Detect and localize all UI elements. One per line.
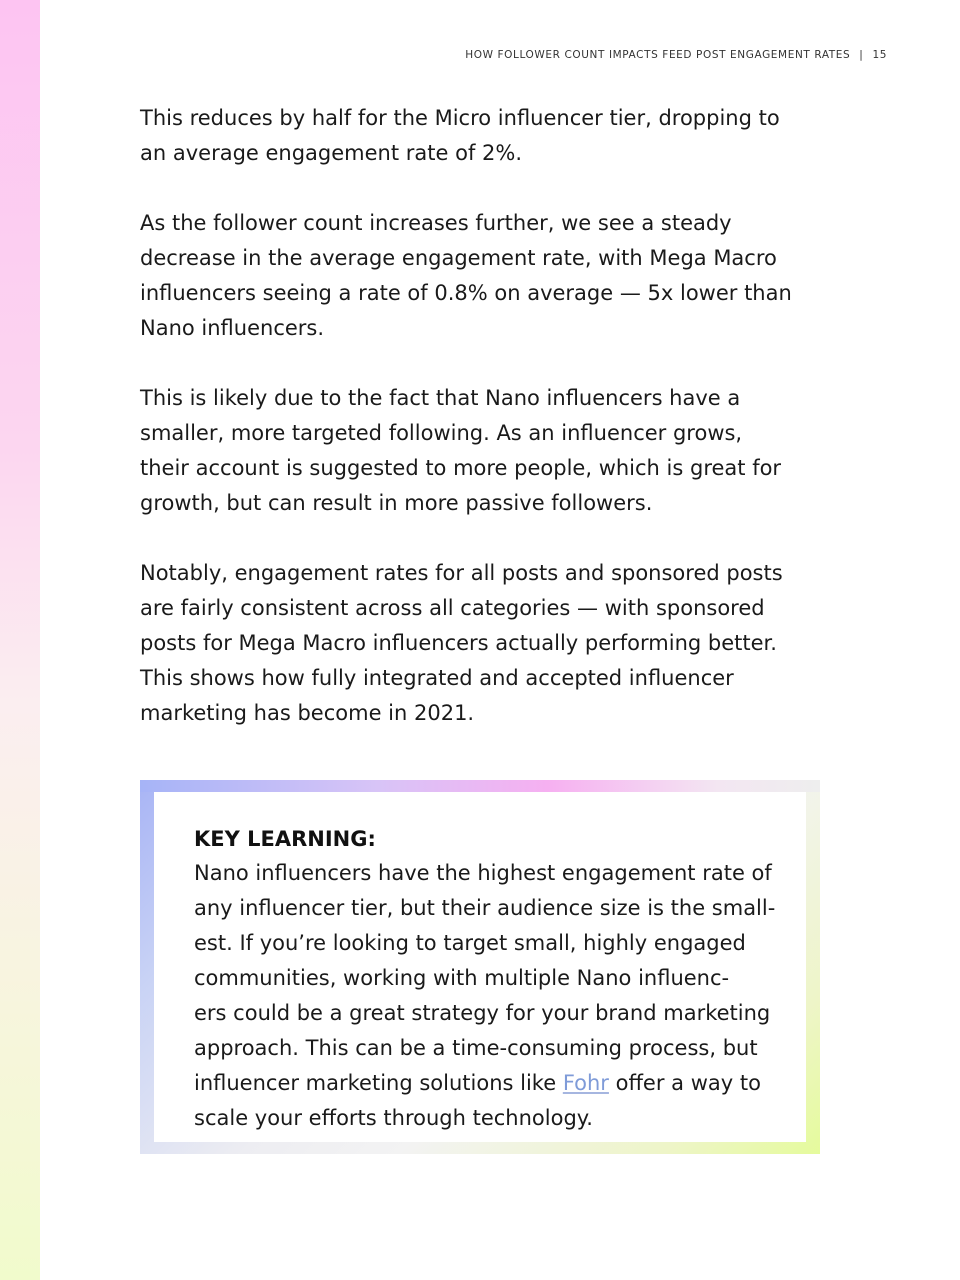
key-learning-box	[140, 780, 820, 1154]
gradient-side-strip	[0, 0, 40, 1280]
page-number: 15	[872, 49, 887, 61]
running-header	[465, 49, 887, 61]
paragraph-sponsored-posts: Notably, engagement rates for all posts and sponsored posts are fairly consistent across all categories — with sponsored posts for Mega Macro influencers actually performing better. This shows how fully integrated and accepted influencer marketing has become in 2021.	[140, 561, 783, 725]
key-learning-title: KEY LEARNING:	[194, 827, 376, 851]
key-learning-text	[194, 856, 794, 1136]
fohr-link[interactable]: Fohr	[562, 1071, 609, 1095]
header-title: HOW FOLLOWER COUNT IMPACTS FEED POST ENGAGEMENT RATES	[465, 49, 851, 61]
key-learning-panel	[154, 792, 806, 1142]
key-learning-text-start: Nano influencers have the highest engagement rate of any influencer tier, but their audience size is the small- est. If you’re looking to target small, highly engaged communities, working with multiple Nano influenc- ers could be a great strategy for your brand marketing approach. This can be a time-consuming process, but influencer marketing solutions like	[194, 861, 776, 1095]
body-text	[140, 101, 840, 766]
paragraph-micro-tier: This reduces by half for the Micro influencer tier, dropping to an average engagement rate of 2%.	[140, 106, 780, 165]
paragraph-nano-reason: This is likely due to the fact that Nano influencers have a smaller, more targeted following. As an influencer grows, their account is suggested to more people, which is great for growth, but can result in more passive followers.	[140, 386, 782, 515]
header-separator: |	[859, 49, 864, 61]
key-learning-top-border	[140, 780, 820, 792]
paragraph-follower-increase: As the follower count increases further, we see a steady decrease in the average engagement rate, with Mega Macro influencers seeing a rate of 0.8% on average — 5x lower than Nano influencers.	[140, 211, 792, 340]
key-learning-text-end: offer a way to scale your efforts through technology.	[194, 1071, 761, 1130]
